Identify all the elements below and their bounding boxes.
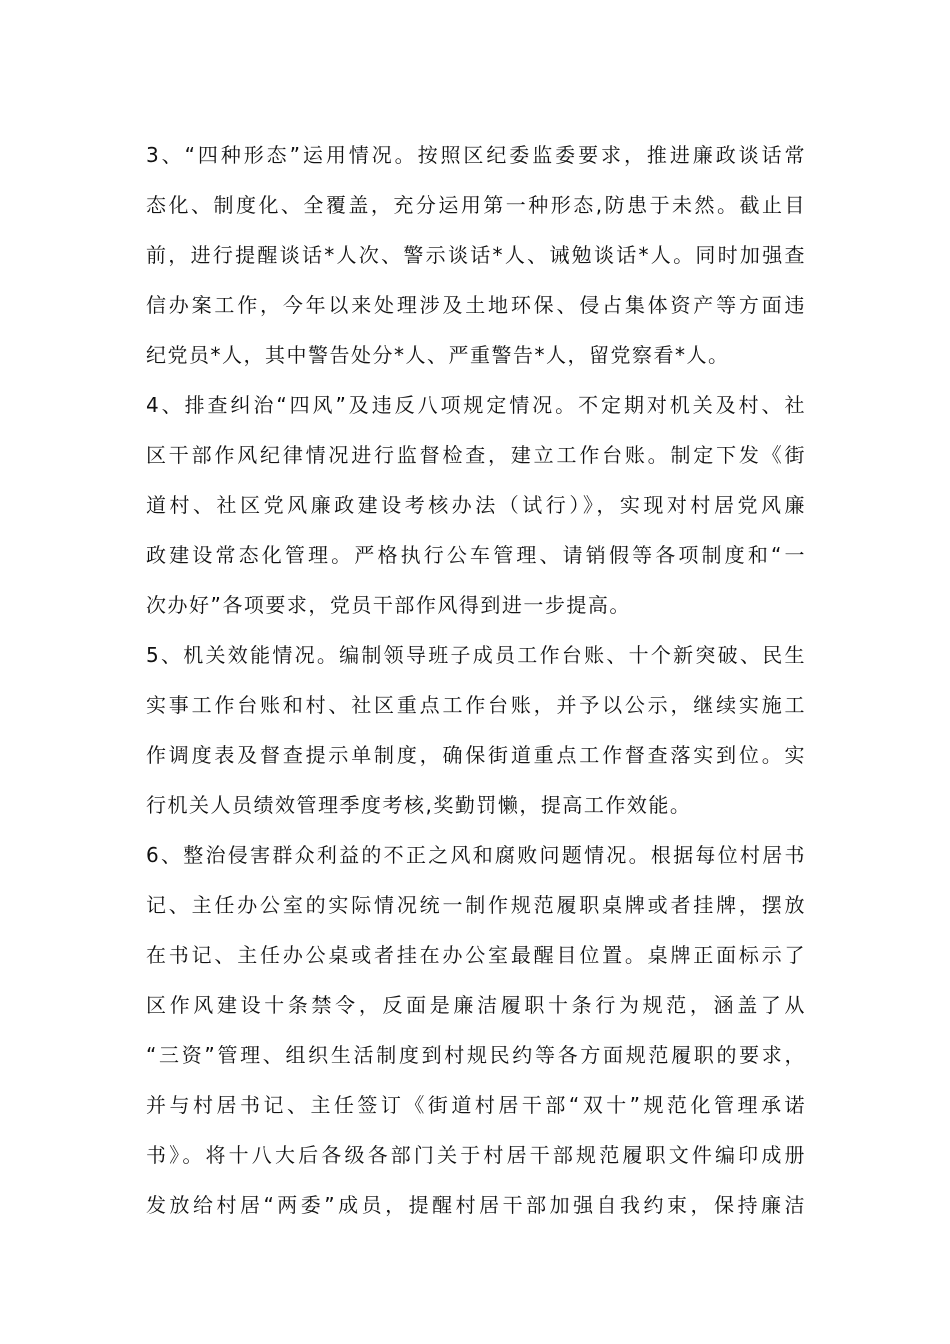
- text-line: 并与村居书记、主任签订《街道村居干部“双十”规范化管理承诺: [146, 1093, 806, 1117]
- text-line: 5、机关效能情况。编制领导班子成员工作台账、十个新突破、民生: [146, 643, 806, 667]
- text-line: 态化、制度化、全覆盖，充分运用第一种形态,防患于未然。截止目: [146, 193, 806, 217]
- text-line: 6、整治侵害群众利益的不正之风和腐败问题情况。根据每位村居书: [146, 843, 806, 867]
- text-line: “三资”管理、组织生活制度到村规民约等各方面规范履职的要求，: [146, 1043, 806, 1067]
- text-line: 记、主任办公室的实际情况统一制作规范履职桌牌或者挂牌，摆放: [146, 893, 806, 917]
- document-body: [146, 130, 806, 1230]
- text-line: 发放给村居“两委”成员，提醒村居干部加强自我约束，保持廉洁: [146, 1193, 806, 1217]
- text-line: 在书记、主任办公桌或者挂在办公室最醒目位置。桌牌正面标示了: [146, 943, 806, 967]
- text-line: 实事工作台账和村、社区重点工作台账，并予以公示，继续实施工: [146, 693, 806, 717]
- text-line: 作调度表及督查提示单制度，确保街道重点工作督查落实到位。实: [146, 743, 806, 767]
- text-line: 区作风建设十条禁令，反面是廉洁履职十条行为规范，涵盖了从: [146, 993, 806, 1017]
- text-line: 道村、社区党风廉政建设考核办法（试行）》，实现对村居党风廉: [146, 493, 806, 517]
- text-line: 前，进行提醒谈话*人次、警示谈话*人、诫勉谈话*人。同时加强查: [146, 243, 806, 267]
- text-line: 次办好”各项要求，党员干部作风得到进一步提高。: [146, 593, 631, 617]
- text-line: 区干部作风纪律情况进行监督检查，建立工作台账。制定下发《街: [146, 443, 806, 467]
- text-line: 3、“四种形态”运用情况。按照区纪委监委要求，推进廉政谈话常: [146, 143, 806, 167]
- text-line: 政建设常态化管理。严格执行公车管理、请销假等各项制度和“一: [146, 543, 806, 567]
- text-line: 4、排查纠治“四风”及违反八项规定情况。不定期对机关及村、社: [146, 393, 806, 417]
- text-line: 书》。将十八大后各级各部门关于村居干部规范履职文件编印成册: [146, 1143, 806, 1167]
- text-line: 纪党员*人，其中警告处分*人、严重警告*人，留党察看*人。: [146, 343, 730, 367]
- text-line: 行机关人员绩效管理季度考核,奖勤罚懒，提高工作效能。: [146, 793, 692, 817]
- text-line: 信办案工作，今年以来处理涉及土地环保、侵占集体资产等方面违: [146, 293, 806, 317]
